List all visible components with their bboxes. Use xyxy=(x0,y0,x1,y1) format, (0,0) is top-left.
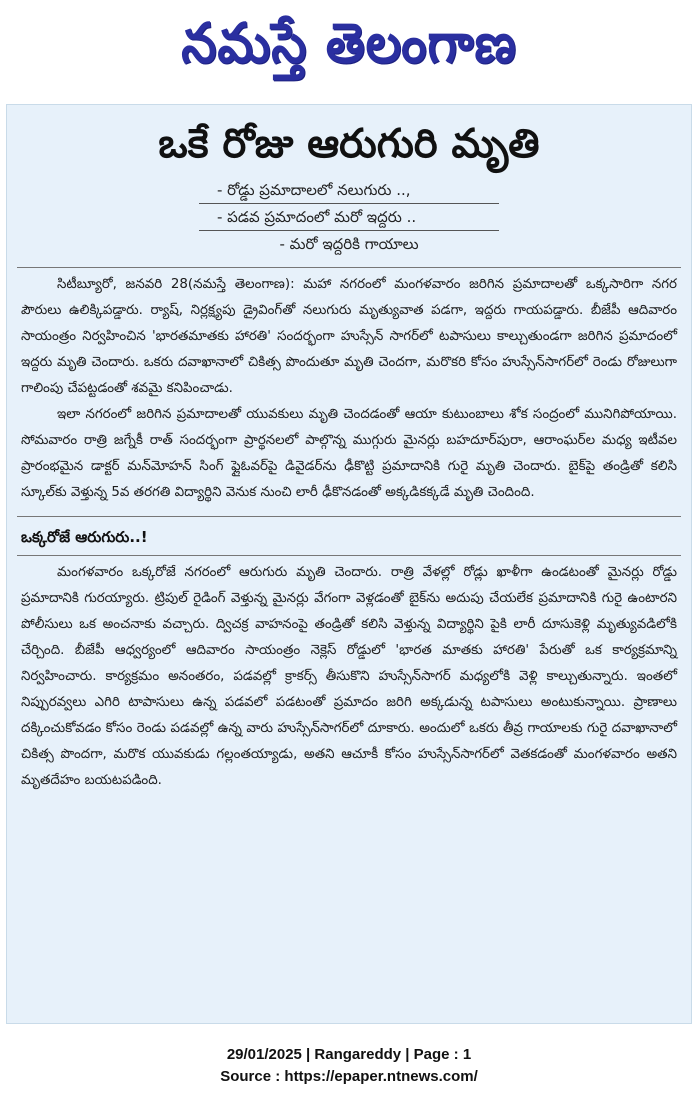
footer-source: Source : https://epaper.ntnews.com/ xyxy=(220,1068,478,1085)
masthead xyxy=(0,0,698,100)
divider xyxy=(17,267,681,268)
section-heading: ఒక్కరోజే ఆరుగురు..! xyxy=(21,528,148,546)
headline: ఒకే రోజు ఆరుగురి మృతి xyxy=(158,121,540,167)
subhead-2: - పడవ ప్రమాదంలో మరో ఇద్దరు .. xyxy=(199,204,499,231)
subhead-3: - మరో ఇద్దరికి గాయాలు xyxy=(279,235,419,253)
article-paragraph-3: మంగళవారం ఒక్కరోజే నగరంలో ఆరుగురు మృతి చెందారు. రాత్రి వేళల్లో రోడ్లు ఖాళీగా ఉండటంతో మైనర్లు రోడ్డు ప్రమాదానికి గురయ్యారు. ట్రిపుల్ రైడింగ్ వెళ్తున్న మైనర్లు వేగంగా వెళ్లడంతో బైక్‌ను అదుపు చేయలేక ప్రమాదానికి గురై ఉంటారని పోలీసులు ఒక అంచనాకు వచ్చారు. ద్విచక్ర వాహనంపై తండ్రితో కలిసి వెళ్తున్న విద్యార్థిని పైకి లారీ దూసుకెళ్లి మృత్యువడిలోకి చేర్చింది. బీజేపీ ఆధ్వర్యంలో ఆదివారం సాయంత్రం నెక్లెస్ రోడ్డులో 'భారత మాతకు హారతి' పేరుతో ఒక కార్యక్రమాన్ని నిర్వహించారు. కార్యక్రమం అనంతరం, పడవల్లో క్రాకర్స్ తీసుకొని హుస్సేన్‌సాగర్ మధ్యలోకి వెళ్లి కాల్చుతున్నారు. ఇంతలో నిప్పురవ్వలు ఎగిరి టాపాసులు ఉన్న పడవలో పడటంతో ప్రమాదం జరిగి అక్కడున్న టపాసులు అంటుకున్నాయి. ప్రాణాలు దక్కించుకోవడం కోసం రెండు పడవల్లో ఉన్న వారు హుస్సేన్‌సాగర్‌లో దూకారు. అందులో ఒకరు తీవ్ర గాయాలకు గురై దవాఖానాలో చికిత్స పొందగా, మరొక యువకుడు గల్లంతయ్యాడు, అతని ఆచూకీ కోసం హుస్సేన్‌సాగర్‌లో వెతకడంతో మంగళవారం అతని మృతదేహం బయటపడింది. xyxy=(21,565,677,788)
footer xyxy=(0,1044,698,1088)
footer-date-edition: 29/01/2025 | Rangareddy | Page : 1 xyxy=(226,1046,472,1063)
divider xyxy=(17,555,681,556)
article-clipping xyxy=(6,104,692,1024)
newspaper-logo: నమస్తే తెలంగాణ xyxy=(181,10,517,75)
subheads xyxy=(199,177,499,257)
article-paragraph-1: సిటీబ్యూరో, జనవరి 28(నమస్తే తెలంగాణ): మహా నగరంలో మంగళవారం జరిగిన ప్రమాదాలతో ఒక్కసారిగా నగర పౌరులు ఉలిక్కిపడ్డారు. ర్యాష్, నిర్లక్ష్యపు డ్రైవింగ్‌తో నలుగురు మృత్యువాత పడగా, ఇద్దరు గాయపడ్డారు. బీజేపీ ఆదివారం సాయంత్రం నిర్వహించిన 'భారతమాతకు హారతి' సందర్భంగా హుస్సేన్ సాగర్‌లో టపాసులు కాల్చుతుండగా జరిగిన ప్రమాదంలో ఇద్దరు మృతి చెందారు. ఒకరు దవాఖానాలో చికిత్స పొందుతూ మృతి చెందగా, మరొకరి కోసం హుస్సేన్‌సాగర్‌లో రెండు రోజులుగా గాలింపు చేపట్టడంతో శవమై కనిపించాడు. xyxy=(21,277,677,396)
subhead-1: - రోడ్డు ప్రమాదాలలో నలుగురు .., xyxy=(199,177,499,204)
divider xyxy=(17,516,681,517)
article-paragraph-2: ఇలా నగరంలో జరిగిన ప్రమాదాలతో యువకులు మృతి చెందడంతో ఆయా కుటుంబాలు శోక సంద్రంలో మునిగిపోయాయి. సోమవారం రాత్రి జగ్నేకీ రాత్ సందర్భంగా ప్రార్థనలలో పాల్గొన్న ముగ్గురు మైనర్లు బహదూర్‌పురా, ఆరాంఘర్‌ల మధ్య ఇటీవల ప్రారంభమైన డాక్టర్ మన్‌మోహన్ సింగ్ ఫ్లైఓవర్‌పై డివైడర్‌ను ఢీకొట్టి ప్రమాదానికి గురై మృతి చెందారు. బైక్‌పై తండ్రితో కలిసి స్కూల్‌కు వెళ్తున్న 5వ తరగతి విద్యార్థిని వెనుక నుంచి లారీ ఢీకొనడంతో అక్కడికక్కడే మృతి చెందింది. xyxy=(21,407,677,500)
